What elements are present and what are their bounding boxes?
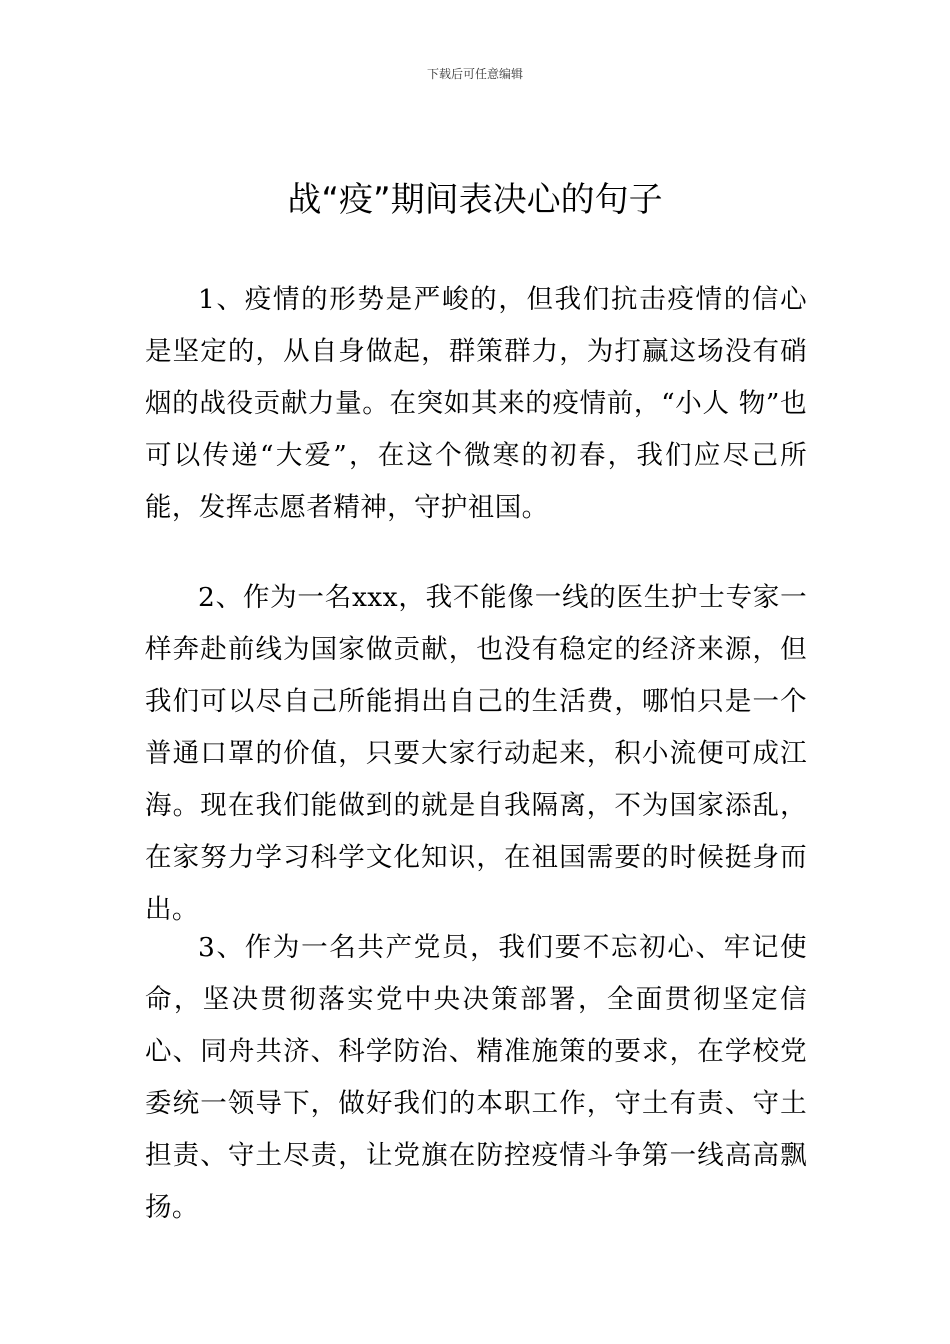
document-title: 战“疫”期间表决心的句子 [287,180,663,220]
paragraph-2: 2、作为一名xxx，我不能像一线的医生护士专家一样奔赴前线为国家做贡献，也没有稳定的经济来源，但我们可以尽自己所能捐出自己的生活费，哪怕只是一个普通口罩的价值，只要大家行动起来，积小流便可成江海。现在我们能做到的就是自我隔离，不为国家添乱，在家努力学习科学文化知识，在祖国需要的时候挺身而出。 [145,582,807,925]
header-note: 下载后可任意编辑 [426,67,523,81]
paragraph-3: 3、作为一名共产党员，我们要不忘初心、牢记使命，坚决贯彻落实党中央决策部署，全面贯彻坚定信心、同舟共济、科学防治、精准施策的要求，在学校党委统一领导下，做好我们的本职工作，守土有责、守土担责、守土尽责，让党旗在防控疫情斗争第一线高高飘扬。 [145,932,807,1223]
paragraph-1: 1、疫情的形势是严峻的，但我们抗击疫情的信心是坚定的，从自身做起，群策群力，为打赢这场没有硝烟的战役贡献力量。在突如其来的疫情前，“小人 物”也可以传递“大爱”，在这个微寒的初春，我们应尽己所能，发挥志愿者精神，守护祖国。 [145,284,807,523]
